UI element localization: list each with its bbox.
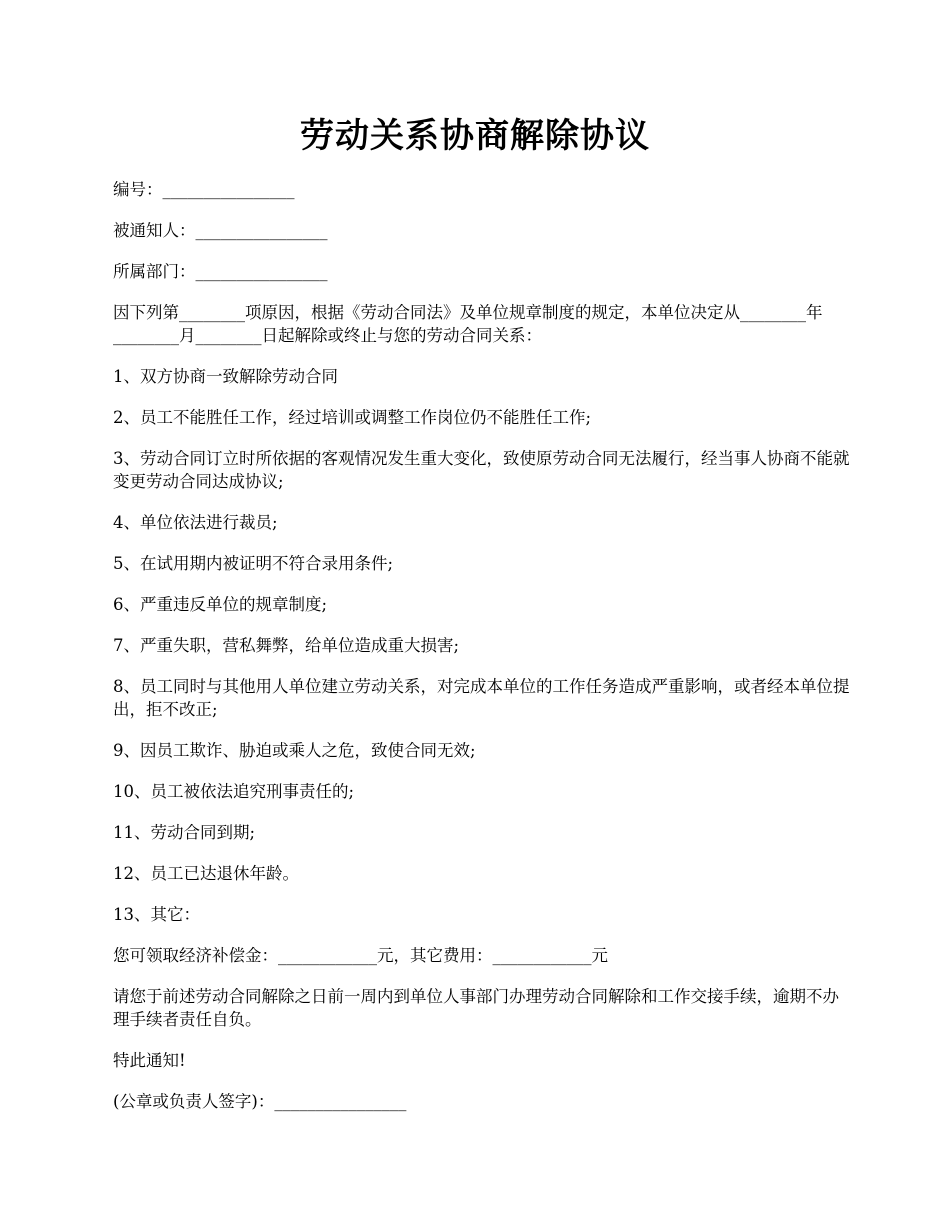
reason-item: 1、双方协商一致解除劳动合同 bbox=[113, 367, 338, 386]
reason-item: 13、其它： bbox=[113, 905, 200, 924]
reason-item: 8、员工同时与其他用人单位建立劳动关系，对完成本单位的工作任务造成严重影响，或者经本单位提出，拒不改正; bbox=[113, 677, 850, 719]
field-department: 所属部门：________________ bbox=[113, 262, 328, 281]
signature-line: (公章或负责人签字)：________________ bbox=[113, 1092, 407, 1111]
reason-item: 2、员工不能胜任工作，经过培训或调整工作岗位仍不能胜任工作; bbox=[113, 408, 592, 427]
reason-item: 4、单位依法进行裁员; bbox=[113, 513, 278, 532]
field-notified-person: 被通知人：________________ bbox=[113, 221, 328, 240]
reason-item: 6、严重违反单位的规章制度; bbox=[113, 595, 328, 614]
notice-line: 特此通知! bbox=[113, 1051, 186, 1070]
reason-item: 5、在试用期内被证明不符合录用条件; bbox=[113, 554, 394, 573]
compensation-line: 您可领取经济补偿金：____________元，其它费用：____________元 bbox=[113, 946, 608, 965]
field-number: 编号：________________ bbox=[113, 180, 295, 199]
reason-item: 3、劳动合同订立时所依据的客观情况发生重大变化，致使原劳动合同无法履行，经当事人协商不能就变更劳动合同达成协议; bbox=[113, 449, 850, 491]
reason-item: 9、因员工欺诈、胁迫或乘人之危，致使合同无效; bbox=[113, 741, 476, 760]
reason-item: 7、严重失职，营私舞弊，给单位造成重大损害; bbox=[113, 636, 460, 655]
intro-paragraph: 因下列第________项原因，根据《劳动合同法》及单位规章制度的规定，本单位决定从________年________月________日起解除或终止与您的劳动合同关系： bbox=[113, 303, 823, 345]
reason-item: 10、员工被依法追究刑事责任的; bbox=[113, 782, 355, 801]
reason-item: 12、员工已达退休年龄。 bbox=[113, 864, 299, 883]
document-body bbox=[113, 178, 853, 1131]
instructions-paragraph: 请您于前述劳动合同解除之日前一周内到单位人事部门办理劳动合同解除和工作交接手续，逾期不办理手续者责任自负。 bbox=[113, 987, 839, 1029]
document-title: 劳动关系协商解除协议 bbox=[300, 116, 650, 156]
reason-item: 11、劳动合同到期; bbox=[113, 823, 256, 842]
